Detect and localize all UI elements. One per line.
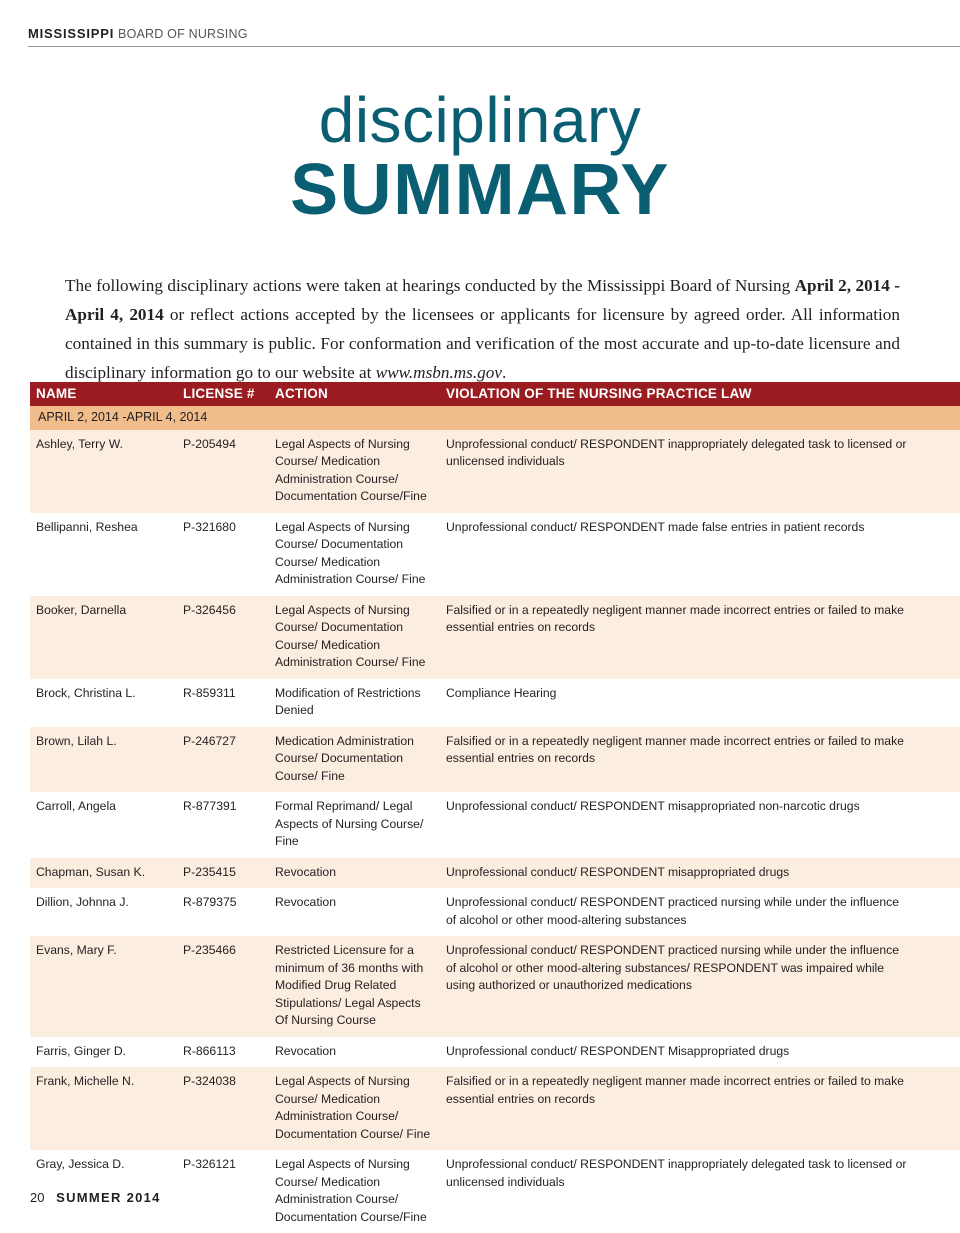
header-name: NAME xyxy=(30,382,177,406)
table-row xyxy=(30,430,960,513)
row-action: Medication Administration Course/ Documentation Course/ Fine xyxy=(269,727,440,793)
row-license: P-326456 xyxy=(177,596,269,679)
row-name: Carroll, Angela xyxy=(30,792,177,858)
table-row xyxy=(30,792,960,858)
row-name: Booker, Darnella xyxy=(30,596,177,679)
title-line-1: disciplinary xyxy=(318,84,642,156)
row-action: Revocation xyxy=(269,888,440,936)
row-action: Restricted Licensure for a minimum of 36 months with Modified Drug Related Stipulations/ Legal Aspects Of Nursing Course xyxy=(269,936,440,1037)
row-action: Legal Aspects of Nursing Course/ Medication Administration Course/ Documentation Course/ Fine xyxy=(269,1067,440,1150)
row-violation: Unprofessional conduct/ RESPONDENT practiced nursing while under the influence of alcohol or other mood-altering substances/ RESPONDENT was impaired while using authorized or unauthorized medications xyxy=(440,936,960,1037)
row-name: Gray, Jessica D. xyxy=(30,1150,177,1233)
disciplinary-table xyxy=(30,382,960,1233)
table-row xyxy=(30,936,960,1037)
intro-end: . xyxy=(501,363,507,383)
table-row xyxy=(30,1037,960,1068)
row-name: Farris, Ginger D. xyxy=(30,1037,177,1068)
running-header xyxy=(28,26,960,47)
row-license: P-235415 xyxy=(177,858,269,889)
row-license: P-321680 xyxy=(177,513,269,596)
row-license: P-326121 xyxy=(177,1150,269,1233)
header-license: LICENSE # xyxy=(177,382,269,406)
table-row xyxy=(30,513,960,596)
section-label: APRIL 2, 2014 -APRIL 4, 2014 xyxy=(30,406,960,430)
row-action: Legal Aspects of Nursing Course/ Medication Administration Course/ Documentation Course/Fine xyxy=(269,430,440,513)
row-action: Modification of Restrictions Denied xyxy=(269,679,440,727)
row-violation: Falsified or in a repeatedly negligent manner made incorrect entries or failed to make essential entries on records xyxy=(440,1067,960,1150)
row-action: Legal Aspects of Nursing Course/ Medication Administration Course/ Documentation Course/Fine xyxy=(269,1150,440,1233)
row-name: Evans, Mary F. xyxy=(30,936,177,1037)
row-action: Formal Reprimand/ Legal Aspects of Nursing Course/ Fine xyxy=(269,792,440,858)
row-violation: Unprofessional conduct/ RESPONDENT made false entries in patient records xyxy=(440,513,960,596)
row-license: P-246727 xyxy=(177,727,269,793)
row-license: R-877391 xyxy=(177,792,269,858)
row-violation: Falsified or in a repeatedly negligent manner made incorrect entries or failed to make essential entries on records xyxy=(440,596,960,679)
row-action: Revocation xyxy=(269,1037,440,1068)
row-name: Ashley, Terry W. xyxy=(30,430,177,513)
table-row xyxy=(30,596,960,679)
table-header-row xyxy=(30,382,960,406)
page-number: 20 xyxy=(30,1190,45,1205)
row-violation: Unprofessional conduct/ RESPONDENT practiced nursing while under the influence of alcohol or other mood-altering substances xyxy=(440,888,960,936)
row-action: Revocation xyxy=(269,858,440,889)
website-link[interactable]: www.msbn.ms.gov xyxy=(375,363,502,383)
table-row xyxy=(30,858,960,889)
table-row xyxy=(30,1067,960,1150)
row-violation: Falsified or in a repeatedly negligent manner made incorrect entries or failed to make essential entries on records xyxy=(440,727,960,793)
row-violation: Unprofessional conduct/ RESPONDENT Misappropriated drugs xyxy=(440,1037,960,1068)
intro-paragraph xyxy=(65,271,900,387)
row-license: P-235466 xyxy=(177,936,269,1037)
intro-text-2: or reflect actions accepted by the licensees or applicants for licensure by agreed order. All information contained in this summary is public. For conformation and verification of the most accurate and up-to-date licensure and disciplinary information go to our website at xyxy=(65,305,900,383)
row-name: Dillion, Johnna J. xyxy=(30,888,177,936)
header-violation: VIOLATION OF THE NURSING PRACTICE LAW xyxy=(440,382,960,406)
row-name: Brown, Lilah L. xyxy=(30,727,177,793)
row-license: P-205494 xyxy=(177,430,269,513)
row-violation: Compliance Hearing xyxy=(440,679,960,727)
page-title xyxy=(0,84,960,228)
intro-text-1: The following disciplinary actions were taken at hearings conducted by the Mississippi Board of Nursing xyxy=(65,276,795,296)
row-violation: Unprofessional conduct/ RESPONDENT inappropriately delegated task to licensed or unlicensed individuals xyxy=(440,430,960,513)
row-license: R-866113 xyxy=(177,1037,269,1068)
row-violation: Unprofessional conduct/ RESPONDENT inappropriately delegated task to licensed or unlicensed individuals xyxy=(440,1150,960,1233)
row-action: Legal Aspects of Nursing Course/ Documentation Course/ Medication Administration Course/ Fine xyxy=(269,596,440,679)
page-footer xyxy=(30,1190,161,1205)
issue-label: SUMMER 2014 xyxy=(56,1190,161,1205)
row-violation: Unprofessional conduct/ RESPONDENT misappropriated non-narcotic drugs xyxy=(440,792,960,858)
header-action: ACTION xyxy=(269,382,440,406)
row-name: Bellipanni, Reshea xyxy=(30,513,177,596)
row-license: P-324038 xyxy=(177,1067,269,1150)
table-row xyxy=(30,679,960,727)
table-row xyxy=(30,888,960,936)
row-name: Chapman, Susan K. xyxy=(30,858,177,889)
title-line-2: SUMMARY xyxy=(290,150,670,230)
header-org-bold: MISSISSIPPI xyxy=(28,26,115,41)
row-name: Brock, Christina L. xyxy=(30,679,177,727)
table-row xyxy=(30,1150,960,1233)
row-name: Frank, Michelle N. xyxy=(30,1067,177,1150)
section-row xyxy=(30,406,960,430)
row-violation: Unprofessional conduct/ RESPONDENT misappropriated drugs xyxy=(440,858,960,889)
table-row xyxy=(30,727,960,793)
row-license: R-879375 xyxy=(177,888,269,936)
header-org-rest: BOARD OF NURSING xyxy=(118,27,248,41)
intro-dates: April 2, 2014 - April 4, 2014 xyxy=(65,276,900,325)
row-action: Legal Aspects of Nursing Course/ Documentation Course/ Medication Administration Course/ Fine xyxy=(269,513,440,596)
row-license: R-859311 xyxy=(177,679,269,727)
